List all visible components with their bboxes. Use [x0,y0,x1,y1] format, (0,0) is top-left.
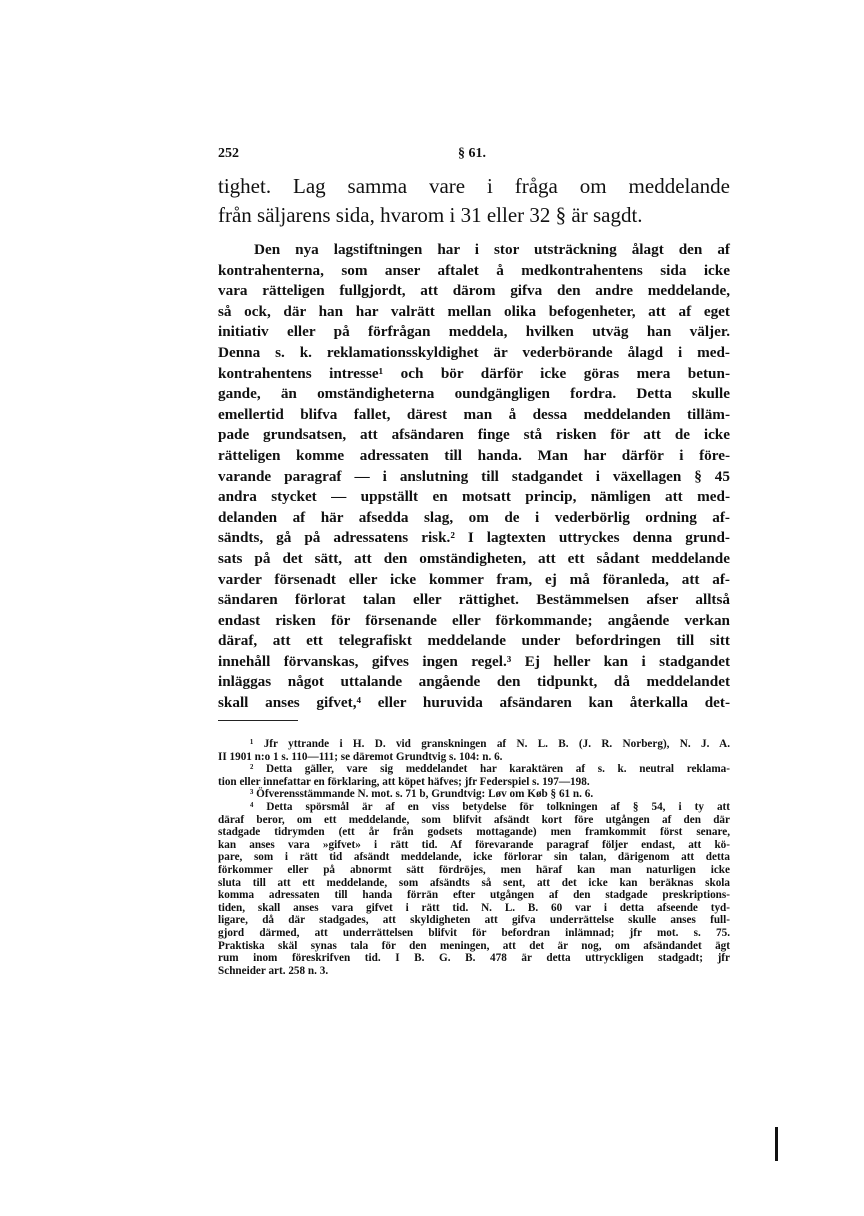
footnote-line: sluta till att ett meddelande, som afsändts så sent, att det icke kan beräknas skola [218,876,730,889]
footnote-line: ligare, då där stadgades, att skyldigheten att gifva underrättelse skulle anses full- [218,914,730,927]
text-line: initiativ eller på förfrågan meddela, hvilken utväg han väljer. [218,323,730,341]
text-line: tighet. Lag samma vare i fråga om meddelande [218,174,730,198]
footnote-line: förkommer eller på abnormt sätt fördröjes, men häraf kan man naturligen icke [218,863,730,876]
lead-paragraph [218,172,730,230]
text-line: varder försenadt eller icke kommer fram, ej må föranleda, att af- [218,570,730,588]
text-line: däraf, att ett telegrafiskt meddelande under befordringen till sitt [218,632,730,650]
footnote-line: ¹ Jfr yttrande i H. D. vid granskningen af N. L. B. (J. R. Norberg), N. J. A. [250,738,730,750]
text-line: från säljarens sida, hvarom i 31 eller 32 § är sagdt. [218,203,643,227]
footnote-line: Schneider art. 258 n. 3. [218,964,329,977]
footnote-line: tiden, skall anses vara gifvet i rätt tid. N. L. B. 60 var i detta afseende tyd- [218,901,730,914]
text-line: rätteligen komme adressaten till handa. Man har därför i före- [218,446,730,464]
text-line: Den nya lagstiftningen har i stor utsträckning ålagt den af [254,241,730,258]
text-line: kontrahentens intresse¹ och bör därför icke göras mera betun- [218,364,730,382]
footnotes [218,738,730,977]
text-line: delanden af här afsedda slag, om de i vederbörlig ordning af- [218,508,730,526]
footnote-line: pare, som i rätt tid afsändt meddelande, icke förlorar sin talan, därigenom att detta [218,851,730,864]
footnote-separator [218,720,298,721]
text-line: kontrahenterna, som anser aftalet å medkontrahentens sida icke [218,261,730,279]
running-header [218,146,730,168]
footnote-line: ² Detta gäller, vare sig meddelandet har karaktären af s. k. neutral reklama- [250,763,730,776]
scan-margin-mark [775,1127,778,1161]
footnote-line: ⁴ Detta spörsmål är af en viss betydelse för tolkningen af § 54, i ty att [250,800,730,813]
text-line: inläggas något uttalande angående den tidpunkt, då meddelandet [218,673,730,691]
footnote-line: kan anses vara »gifvet» i rätt tid. Af förevarande paragraf följer endast, att kö- [218,838,730,851]
footnote-line: gjord därmed, att underrättelsen blifvit för befordran inlämnad; jfr mot. s. 75. [218,926,730,939]
text-line: sats på det sätt, att den omständigheten, att ett sådant meddelande [218,549,730,567]
text-line: sändaren förlorat talan eller rättighet. Bestämmelsen afser alltså [218,591,730,609]
text-line: varande paragraf — i anslutning till stadgandet i växellagen § 45 [218,467,730,485]
page-number: 252 [218,146,239,161]
footnote-line: stadgade tidrymden (ett år från godsets mottagande) men framkommit först senare, [218,826,730,839]
text-line: sändts, gå på adressatens risk.² I lagtexten uttryckes denna grund- [218,529,730,547]
footnote-line: tion eller innefattar en förklaring, att köpet häfves; jfr Federspiel s. 197—198. [218,775,590,788]
text-line: vara rätteligen fullgjordt, att därom gifva den andre meddelande, [218,282,730,300]
text-line: gande, än omständigheterna oundgängligen fordra. Detta skulle [218,385,730,403]
text-line: så ock, där han har valrätt mellan olika befogenheter, att af eget [218,302,730,320]
footnote-line: komma adressaten till handa förrän efter utgången af den stadgade preskriptions- [218,889,730,902]
text-line: Denna s. k. reklamationsskyldighet är vederbörande ålagd i med- [218,343,730,361]
text-line: andra stycket — uppställt en motsatt princip, nämligen att med- [218,488,730,506]
footnote-line: ³ Öfverensstämmande N. mot. s. 71 b, Grundtvig: Løv om Køb § 61 n. 6. [250,788,594,801]
footnote-line: Praktiska skäl synas tala för den meningen, att det är nog, om afsändandet ägt [218,939,730,952]
text-line: innehåll förvanskas, gifves ingen regel.³ Ej heller kan i stadgandet [218,652,730,670]
body-paragraph [218,240,730,714]
footnote-line: II 1901 n:o 1 s. 110—111; se däremot Grundtvig s. 104: n. 6. [218,750,503,763]
text-line: emellertid blifva fallet, därest man å dessa meddelanden tilläm- [218,405,730,423]
section-heading: § 61. [458,146,486,161]
text-line: endast risken för försenande eller förkommande; angående verkan [218,611,730,629]
footnote-line: däraf beror, om ett meddelande, som blifvit afsändt kort före utgången af den där [218,813,730,826]
text-line: skall anses gifvet,⁴ eller huruvida afsändaren kan återkalla det- [218,694,730,712]
text-line: pade grundsatsen, att afsändaren finge stå risken för att de icke [218,426,730,444]
footnote-line: rum inom föreskrifven tid. I B. G. B. 478 är detta uttryckligen stadgadt; jfr [218,952,730,965]
